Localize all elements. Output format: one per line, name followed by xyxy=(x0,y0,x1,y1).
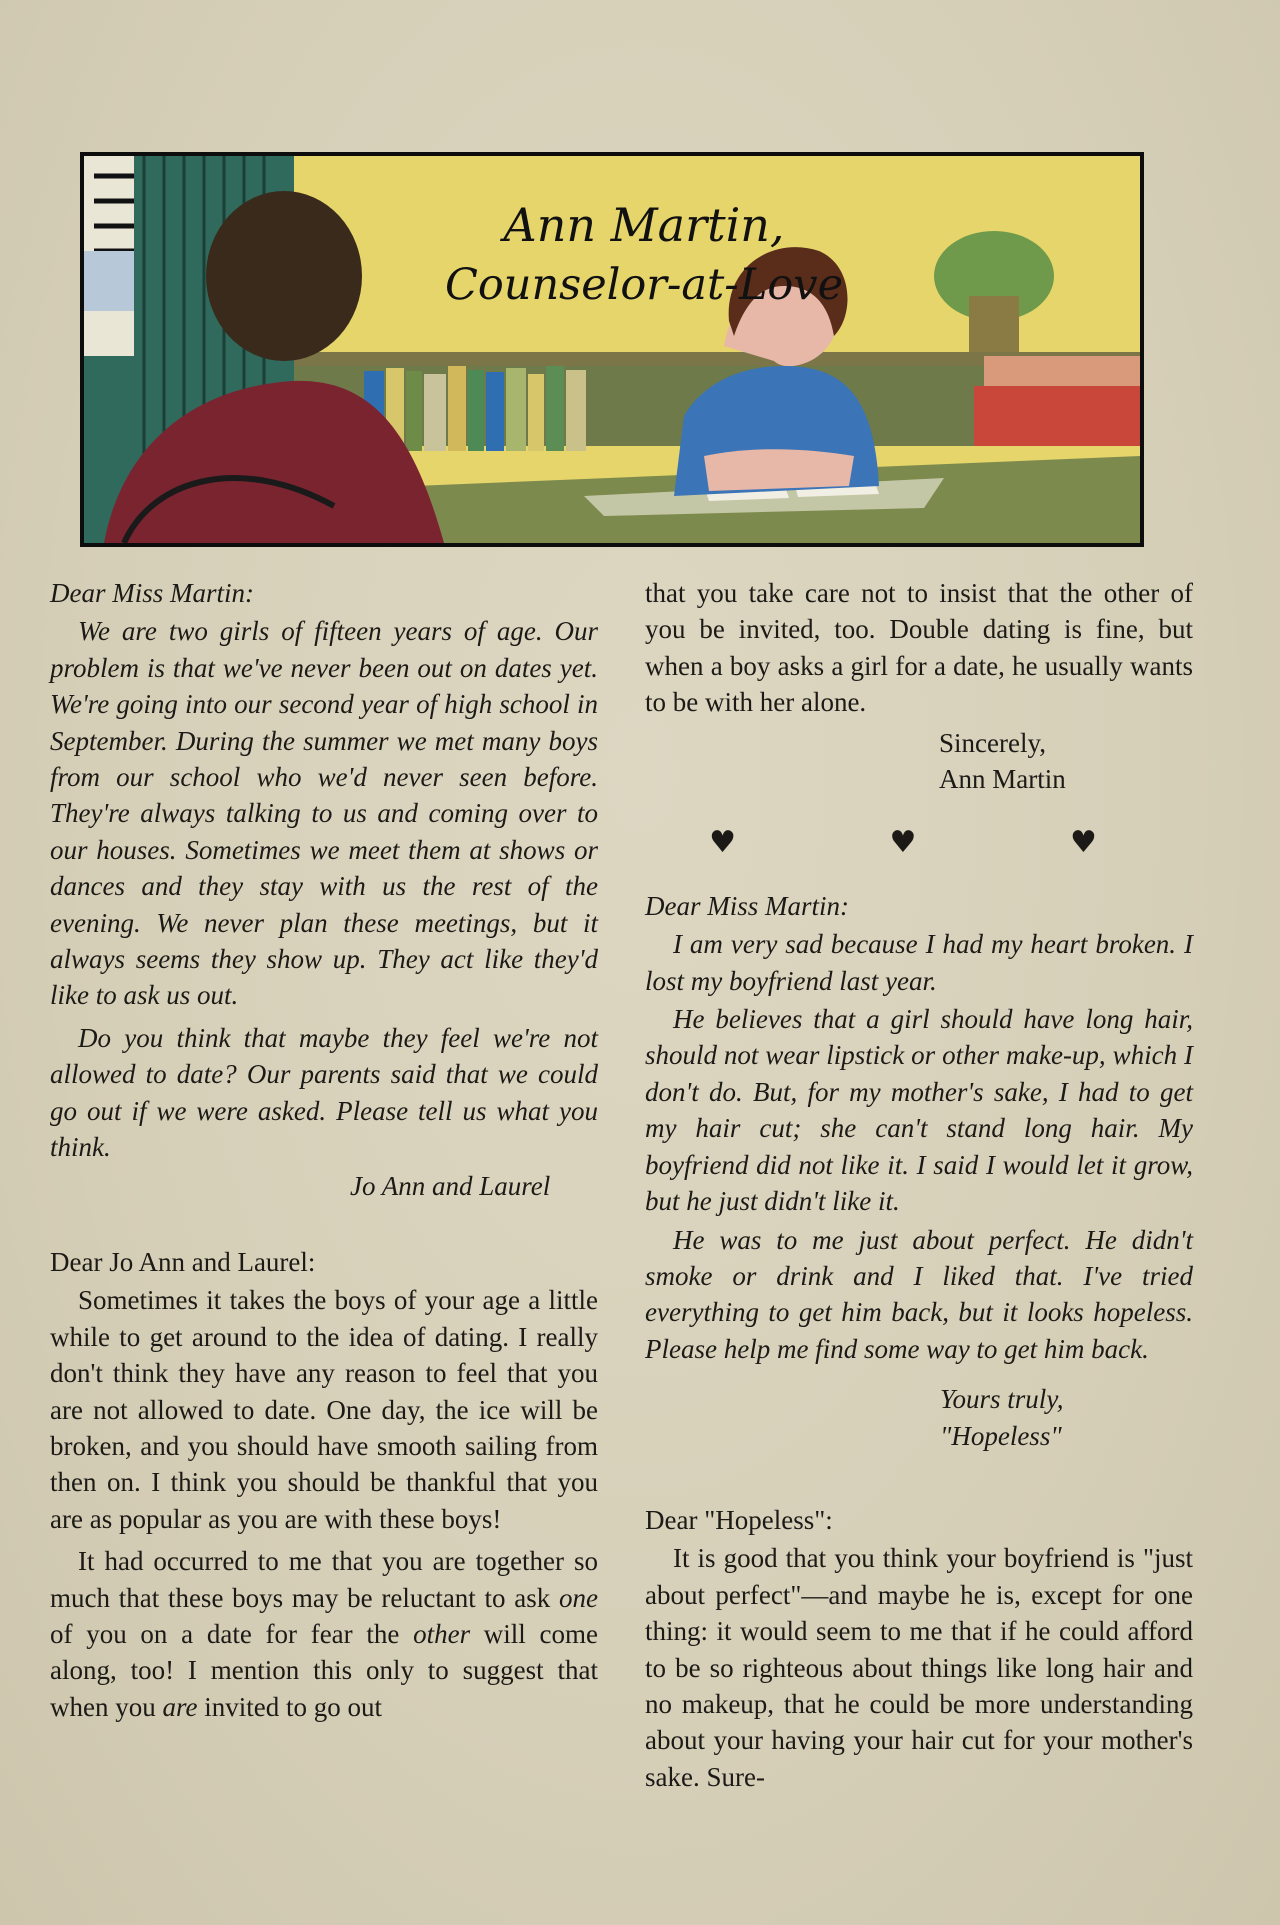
reply1-p2-emphasis-other: other xyxy=(413,1618,471,1649)
reply1-p2-b: of you on a date for fear the xyxy=(50,1618,414,1649)
letter2-paragraph-1: I am very sad because I had my heart broken. I lost my boyfriend last year. xyxy=(645,929,1193,996)
reply2-salutation: Dear "Hopeless": xyxy=(645,1504,833,1535)
letter1-paragraph-2: Do you think that maybe they feel we're not allowed to date? Our parents said that we could go out if we were asked. Please tell us what you think. xyxy=(50,1022,598,1163)
reply1-p2-d: invited to go out xyxy=(197,1691,382,1722)
reply1-p2-emphasis-one: one xyxy=(559,1582,598,1613)
right-column xyxy=(645,575,1193,1795)
reply1-signature: Ann Martin xyxy=(939,764,1066,795)
reply1-continued: that you take care not to insist that the other of you be invited, too. Double dating is fine, but when a boy asks a girl for a date, he usually wants to be with her alone. xyxy=(645,578,1193,718)
letter2-paragraph-2: He believes that a girl should have long hair, should not wear lipstick or other make-up, which I don't do. But, for my mother's sake, I had to get my hair cut; she can't stand long hair. My boyfriend did not like it. I said I would let it grow, but he just didn't like it. xyxy=(645,1004,1193,1217)
letter2-paragraph-3: He was to me just about perfect. He didn't smoke or drink and I liked that. I've tried everything to get him back, but it looks hopeless. Please help me find some way to get him back. xyxy=(645,1224,1193,1364)
letter1-salutation: Dear Miss Martin: xyxy=(50,578,254,608)
left-column xyxy=(50,575,598,1725)
column-title xyxy=(414,194,874,314)
reply2-paragraph-1: It is good that you think your boyfriend is "just about perfect"—and maybe he is, except for one thing: it would seem to me that if he could afford to be so righteous about things like long hair and no makeup, that he could be more understanding about your having your hair cut for your mother's sake. Sure- xyxy=(645,1543,1193,1792)
title-line-2: Counselor-at-Love xyxy=(444,260,844,310)
reply1-paragraph-2 xyxy=(50,1543,598,1725)
reply1-p2-c: will come along, too! I mention this only to suggest that when you xyxy=(50,1618,598,1722)
letter1-paragraph-1: We are two girls of fifteen years of age. Our problem is that we've never been out on dates yet. We're going into our second year of high school in September. During the summer we met many boys from our school who we'd never seen before. They're always talking to us and coming over to our houses. Sometimes we meet them at shows or dances and they stay with us the rest of the evening. We never plan these meetings, but it always seems they show up. They act like they'd like to ask us out. xyxy=(50,616,598,1011)
letter2-salutation: Dear Miss Martin: xyxy=(645,890,849,921)
heart-divider: ♥ ♥ ♥ xyxy=(709,825,1169,861)
letter1-signature: Jo Ann and Laurel xyxy=(350,1170,551,1201)
header-panel xyxy=(80,152,1144,547)
reply1-paragraph-1: Sometimes it takes the boys of your age a little while to get around to the idea of dating. I really don't think they have any reason to feel that you are not allowed to date. One day, the ice will be broken, and you should have smooth sailing from then on. I think you should be thankful that you are as popular as you are with these boys! xyxy=(50,1285,598,1534)
letter2-signature: "Hopeless" xyxy=(940,1420,1062,1451)
spacer xyxy=(50,1204,598,1244)
title-line-1: Ann Martin, xyxy=(503,198,785,252)
reply1-salutation: Dear Jo Ann and Laurel: xyxy=(50,1246,316,1277)
reply1-closing: Sincerely, xyxy=(939,727,1046,758)
letter2-closing: Yours truly, xyxy=(940,1384,1064,1415)
spacer xyxy=(645,1454,1193,1502)
reply1-p2-a: It had occurred to me that you are together so much that these boys may be reluctant to ask xyxy=(50,1546,598,1613)
reply1-p2-emphasis-are: are xyxy=(162,1691,198,1722)
